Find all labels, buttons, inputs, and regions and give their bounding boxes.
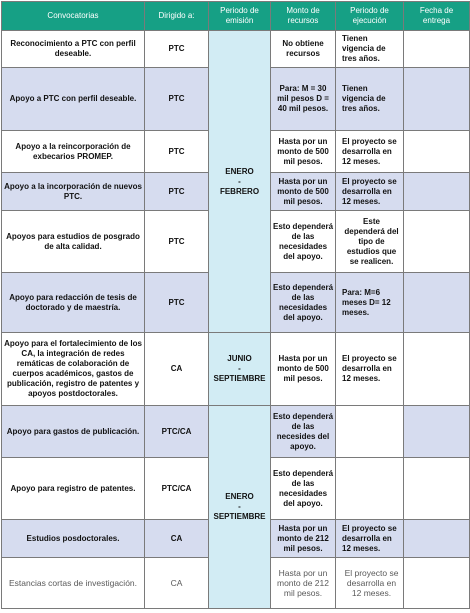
cell-monto: Hasta por un monto de 500 mil pesos. bbox=[271, 131, 336, 173]
cell-fecha-entrega bbox=[404, 131, 470, 173]
cell-dirigido: CA bbox=[145, 520, 209, 558]
table-row bbox=[2, 333, 470, 406]
cell-convocatoria: Estancias cortas de investigación. bbox=[2, 558, 145, 609]
header-dirigido: Dirigido a: bbox=[145, 2, 209, 31]
cell-fecha-entrega bbox=[404, 520, 470, 558]
period-dash: - bbox=[238, 176, 241, 186]
header-periodo-ejecucion: Periodo de ejecución bbox=[336, 2, 404, 31]
cell-monto: Esto dependerá de las necesidades del apoyo. bbox=[271, 458, 336, 520]
cell-monto: Hasta por un monto de 212 mil pesos. bbox=[271, 558, 336, 609]
header-convocatorias: Convocatorias bbox=[2, 2, 145, 31]
period-dash: - bbox=[238, 364, 241, 373]
cell-dirigido: CA bbox=[145, 558, 209, 609]
cell-fecha-entrega bbox=[404, 211, 470, 273]
header-monto: Monto de recursos bbox=[271, 2, 336, 31]
cell-dirigido: PTC bbox=[145, 173, 209, 211]
header-periodo-emision: Periodo de emisión bbox=[209, 2, 271, 31]
cell-fecha-entrega bbox=[404, 333, 470, 406]
period-end: FEBRERO bbox=[219, 186, 260, 196]
cell-fecha-entrega bbox=[404, 273, 470, 333]
cell-ejecucion bbox=[336, 406, 404, 458]
period-dash: - bbox=[238, 502, 241, 511]
cell-convocatoria: Reconocimiento a PTC con perfil deseable. bbox=[2, 31, 145, 68]
cell-monto: Hasta por un monto de 500 mil pesos. bbox=[271, 333, 336, 406]
cell-ejecucion: Tienen vigencia de tres años. bbox=[336, 68, 404, 131]
cell-convocatoria: Apoyo para registro de patentes. bbox=[2, 458, 145, 520]
cell-ejecucion: El proyecto se desarrolla en 12 meses. bbox=[336, 520, 404, 558]
cell-fecha-entrega bbox=[404, 458, 470, 520]
cell-ejecucion: El proyecto se desarrolla en 12 meses. bbox=[336, 558, 404, 609]
cell-fecha-entrega bbox=[404, 31, 470, 68]
cell-dirigido: PTC bbox=[145, 211, 209, 273]
cell-dirigido: PTC/CA bbox=[145, 406, 209, 458]
cell-monto: Esto dependerá de las necesides del apoyo. bbox=[271, 406, 336, 458]
cell-ejecucion: Para: M=6 meses D= 12 meses. bbox=[336, 273, 404, 333]
cell-dirigido: CA bbox=[145, 333, 209, 406]
cell-convocatoria: Apoyo para gastos de publicación. bbox=[2, 406, 145, 458]
cell-monto: Hasta por un monto de 500 mil pesos. bbox=[271, 173, 336, 211]
period-start: ENERO bbox=[225, 492, 254, 501]
header-fecha-entrega: Fecha de entrega bbox=[404, 2, 470, 31]
cell-ejecucion: El proyecto se desarrolla en 12 meses. bbox=[336, 131, 404, 173]
cell-fecha-entrega bbox=[404, 558, 470, 609]
cell-dirigido: PTC bbox=[145, 131, 209, 173]
table-row bbox=[2, 31, 470, 68]
cell-monto: Esto dependerá de las necesidades del apoyo. bbox=[271, 211, 336, 273]
convocatorias-table bbox=[1, 1, 470, 609]
cell-ejecucion: Este dependerá del tipo de estudios que se realicen. bbox=[336, 211, 404, 273]
cell-dirigido: PTC bbox=[145, 68, 209, 131]
cell-dirigido: PTC bbox=[145, 31, 209, 68]
header-row bbox=[2, 2, 470, 31]
table-row bbox=[2, 406, 470, 458]
cell-fecha-entrega bbox=[404, 68, 470, 131]
cell-ejecucion bbox=[336, 458, 404, 520]
cell-convocatoria: Apoyo a la reincorporación de exbecarios PROMEP. bbox=[2, 131, 145, 173]
cell-convocatoria: Apoyo para redacción de tesis de doctorado y de maestría. bbox=[2, 273, 145, 333]
cell-ejecucion: El proyecto se desarrolla en 12 meses. bbox=[336, 333, 404, 406]
cell-convocatoria: Apoyos para estudios de posgrado de alta calidad. bbox=[2, 211, 145, 273]
period-end: SEPTIEMBRE bbox=[213, 374, 266, 383]
cell-convocatoria: Apoyo a la incorporación de nuevos PTC. bbox=[2, 173, 145, 211]
cell-periodo-emision bbox=[209, 333, 271, 406]
period-start: JUNIO bbox=[227, 354, 252, 363]
period-end: SEPTIEMBRE bbox=[213, 512, 266, 521]
cell-dirigido: PTC bbox=[145, 273, 209, 333]
cell-fecha-entrega bbox=[404, 406, 470, 458]
period-start: ENERO bbox=[225, 166, 254, 176]
cell-dirigido: PTC/CA bbox=[145, 458, 209, 520]
cell-monto: Esto dependerá de las necesidades del apoyo. bbox=[271, 273, 336, 333]
cell-monto: Para: M = 30 mil pesos D = 40 mil pesos. bbox=[271, 68, 336, 131]
cell-convocatoria: Apoyo para el fortalecimiento de los CA, la integración de redes remáticas de colaboración de cuerpos académicos, gastos de publicación, registro de patentes y apoyos postdoctorales. bbox=[2, 333, 145, 406]
cell-fecha-entrega bbox=[404, 173, 470, 211]
cell-monto: No obtiene recursos bbox=[271, 31, 336, 68]
cell-periodo-emision bbox=[209, 31, 271, 333]
cell-monto: Hasta por un monto de 212 mil pesos. bbox=[271, 520, 336, 558]
cell-convocatoria: Apoyo a PTC con perfil deseable. bbox=[2, 68, 145, 131]
cell-ejecucion: Tienen vigencia de tres años. bbox=[336, 31, 404, 68]
cell-ejecucion: El proyecto se desarrolla en 12 meses. bbox=[336, 173, 404, 211]
cell-convocatoria: Estudios posdoctorales. bbox=[2, 520, 145, 558]
cell-periodo-emision bbox=[209, 406, 271, 609]
